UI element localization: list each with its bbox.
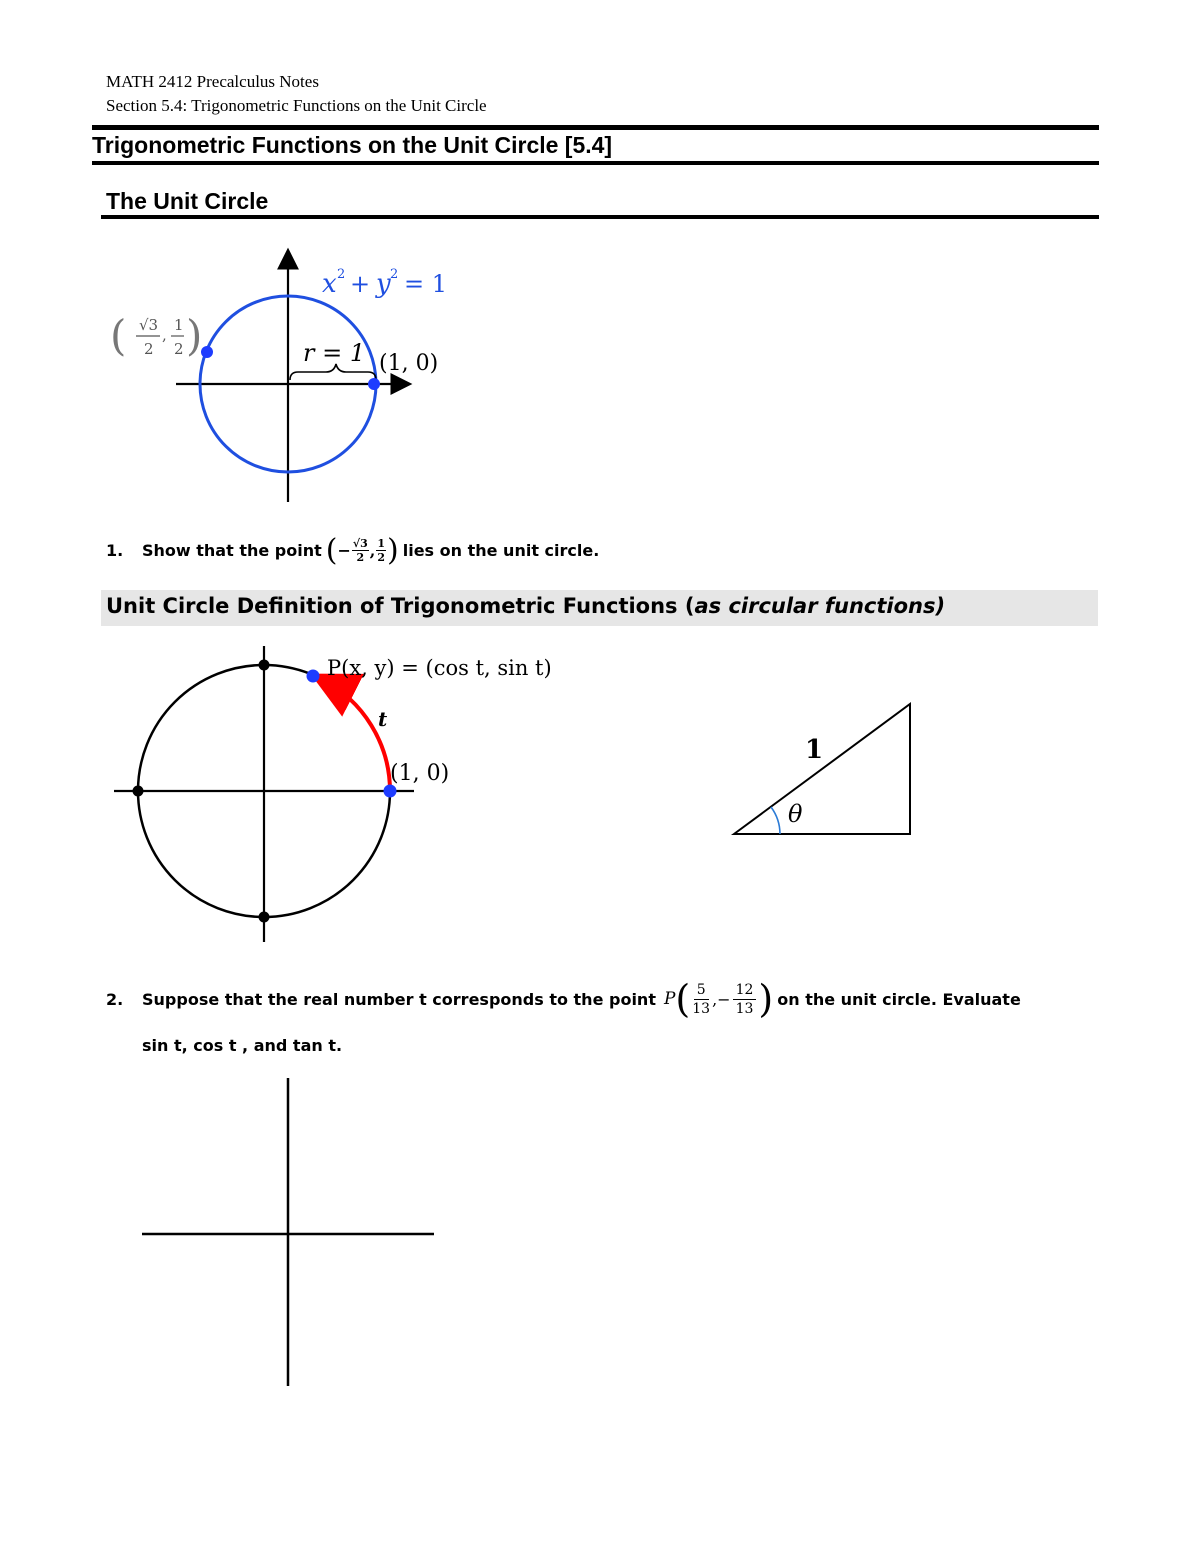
left-comma: , [162, 326, 167, 344]
subtitle-rule [101, 215, 1099, 219]
equation-y-exp: 2 [390, 267, 399, 282]
right-triangle-figure [725, 695, 925, 845]
point-neg-sqrt3-half [201, 346, 213, 358]
radius-label: r = 1 [303, 339, 366, 367]
arc-label-t: t [378, 707, 388, 731]
right-paren: ) [186, 311, 203, 360]
left-frac1-den: 2 [144, 340, 154, 358]
p-label: P(x, y) = (cos t, sin t) [327, 656, 552, 680]
q1-number: 1. [106, 540, 124, 560]
left-frac2-num: 1 [174, 316, 184, 334]
q1-minus: − [337, 540, 351, 560]
equation-rhs: = 1 [404, 270, 448, 298]
page-title: Trigonometric Functions on the Unit Circle [5.4] [92, 132, 613, 158]
arc-t [321, 679, 390, 791]
section-header: Section 5.4: Trigonometric Functions on the Unit Circle [106, 96, 487, 115]
point-1-0 [368, 378, 380, 390]
q2-separator: ,− [712, 989, 731, 1009]
left-frac2-den: 2 [174, 340, 184, 358]
hypotenuse-label: 1 [805, 735, 824, 765]
triangle [734, 704, 910, 834]
intercept-bottom [259, 912, 270, 923]
equation-y: y [376, 269, 391, 299]
q2-text-before: Suppose that the real number t corresponds to the point [142, 989, 656, 1009]
intercept-top [259, 660, 270, 671]
q2-number: 2. [106, 989, 124, 1009]
q2-frac2-den: 13 [735, 1000, 754, 1017]
q1-frac2-den: 2 [377, 550, 385, 564]
q2-frac2 [733, 981, 757, 1018]
q2-line2: sin t, cos t , and tan t. [142, 1036, 343, 1055]
q1-frac1 [352, 537, 369, 564]
q1-frac1-den: 2 [356, 550, 365, 564]
title-top-rule [92, 125, 1099, 130]
q1-text-after: lies on the unit circle. [402, 540, 600, 560]
point-p [307, 670, 320, 683]
equation-x: x [322, 269, 337, 299]
q1-text-before: Show that the point [142, 540, 322, 560]
left-frac1-num: √3 [139, 316, 159, 334]
course-header: MATH 2412 Precalculus Notes [106, 72, 319, 91]
q2-frac1-den: 13 [692, 1000, 711, 1017]
section-2-title [106, 594, 945, 618]
point-1-0-label: (1, 0) [379, 351, 439, 376]
title-bottom-rule [92, 161, 1099, 165]
subtitle-unit-circle: The Unit Circle [106, 188, 269, 214]
question-2 [106, 973, 1021, 1025]
q2-frac2-num: 12 [733, 981, 757, 1000]
q1-frac1-num: √3 [352, 536, 368, 550]
q2-point-name: P [663, 989, 676, 1009]
q1-frac2-num: 1 [377, 536, 385, 550]
q2-text-after: on the unit circle. Evaluate [777, 989, 1021, 1009]
point-1-0-b [384, 785, 397, 798]
q1-frac2 [376, 537, 386, 564]
circular-functions-figure [110, 640, 570, 950]
point-1-0-label-b: (1, 0) [390, 761, 450, 786]
intercept-left [133, 786, 144, 797]
angle-label: θ [788, 800, 803, 828]
angle-arc [771, 807, 780, 834]
section-2-title-italic: as circular functions) [694, 594, 946, 618]
unit-circle-figure [100, 240, 460, 510]
blank-axes [140, 1075, 440, 1390]
equation-plus: + [350, 270, 371, 298]
equation-x-exp: 2 [337, 267, 346, 282]
q2-frac1-num: 5 [694, 981, 709, 1000]
q2-frac1 [692, 981, 710, 1018]
q2-point: P ( $\frac{5}{13}$ ,− $\frac{12}{13}$ ) [663, 977, 774, 1021]
q1-point: ( − $\frac{√3}{2}$ , $\frac{1}{2}$ ) [325, 532, 399, 568]
question-1 [106, 528, 599, 572]
left-paren: ( [110, 311, 127, 360]
section-2-title-main: Unit Circle Definition of Trigonometric Functions ( [106, 594, 695, 618]
